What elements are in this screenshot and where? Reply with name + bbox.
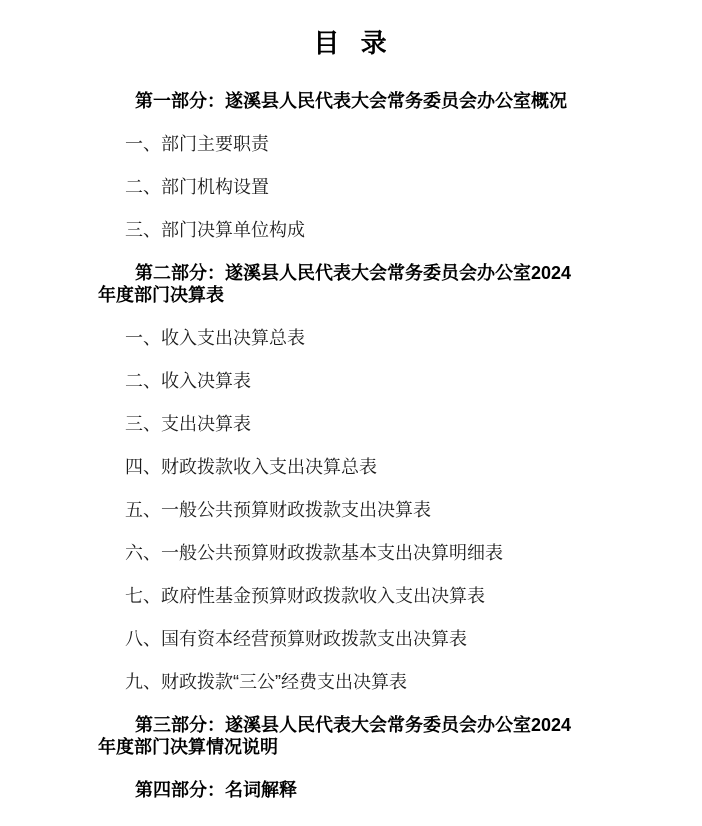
toc-item: 四、财政拨款收入支出决算总表 <box>125 457 377 477</box>
toc-item: 八、国有资本经营预算财政拨款支出决算表 <box>125 629 467 649</box>
toc-item: 七、政府性基金预算财政拨款收入支出决算表 <box>125 586 485 606</box>
toc-section-2-heading: 第二部分：遂溪县人民代表大会常务委员会办公室2024年度部门决算表 <box>98 263 572 305</box>
toc-item: 二、部门机构设置 <box>125 177 269 197</box>
toc-item: 二、收入决算表 <box>125 371 251 391</box>
toc-item: 一、部门主要职责 <box>125 134 269 154</box>
toc-item: 一、收入支出决算总表 <box>125 328 305 348</box>
toc-section-1-heading: 第一部分：遂溪县人民代表大会常务委员会办公室概况 <box>135 91 567 111</box>
toc-item: 五、一般公共预算财政拨款支出决算表 <box>125 500 431 520</box>
toc-section-4-heading: 第四部分：名词解释 <box>135 780 297 800</box>
toc-item: 三、支出决算表 <box>125 414 251 434</box>
toc-section-3-heading: 第三部分：遂溪县人民代表大会常务委员会办公室2024年度部门决算情况说明 <box>98 715 572 757</box>
toc-item: 三、部门决算单位构成 <box>125 220 305 240</box>
toc-item: 九、财政拨款“三公”经费支出决算表 <box>125 672 407 692</box>
toc-item: 六、一般公共预算财政拨款基本支出决算明细表 <box>125 543 503 563</box>
toc-title: 目 录 <box>313 28 389 58</box>
